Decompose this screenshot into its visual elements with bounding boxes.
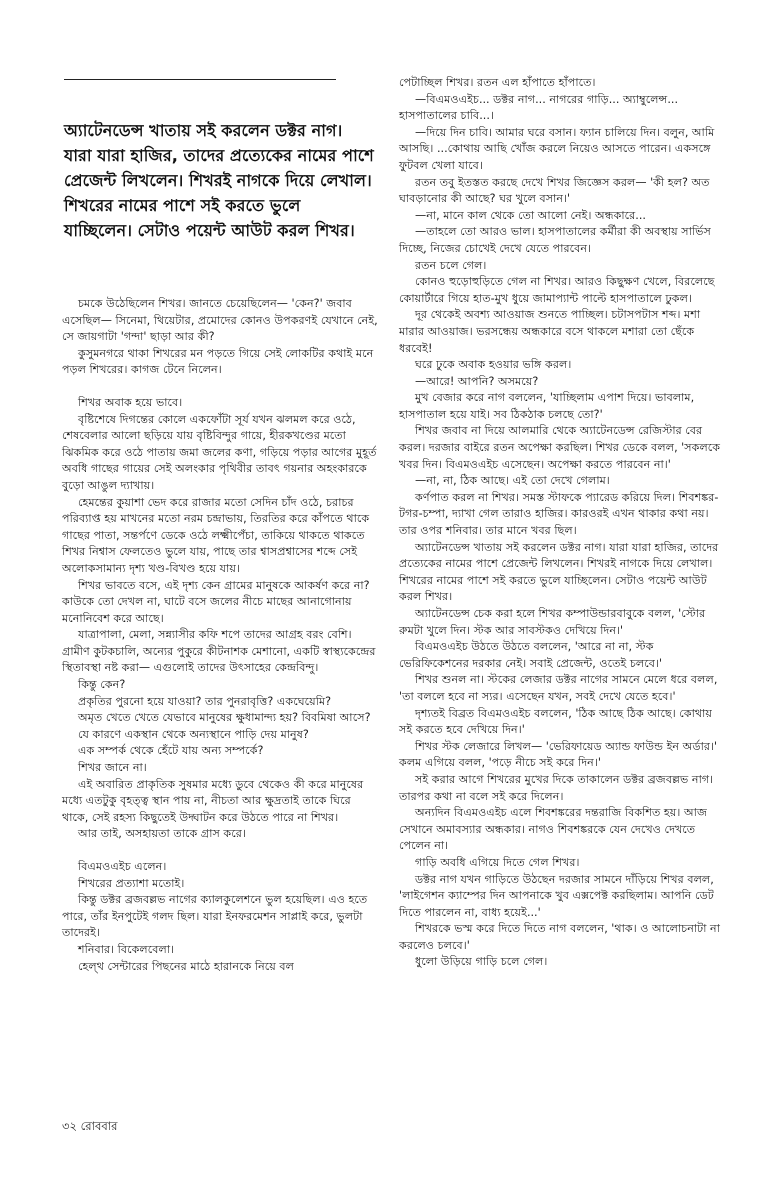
paragraph: —দিয়ে দিন চাবি। আমার ঘরে বসান। ফ্যান চালিয়ে দিন। বলুন, আমি আসছি। ...কোথায় আছি খোঁজ করলে নিয়েও আসতে পারেন। একসঙ্গে ফুটবল খেলা যাবে। bbox=[399, 125, 715, 172]
paragraph: শিখর শুনল না। স্টকের লেজার ডক্টর নাগের সামনে মেলে ধরে বলল, 'তা বললে হবে না স্যর। এসেছেন যখন, সবই দেখে যেতে হবে।' bbox=[399, 673, 718, 703]
left-column bbox=[62, 296, 380, 975]
magazine-name: রোববার bbox=[80, 1119, 118, 1133]
paragraph: দৃশ্যতই বিব্রত বিএমওএইচ বললেন, 'ঠিক আছে ঠিক আছে। কোথায় সই করতে হবে দেখিয়ে দিন।' bbox=[399, 706, 712, 737]
paragraph: শিখর জানে না। bbox=[78, 761, 147, 775]
page-footer bbox=[62, 1118, 117, 1137]
paragraph: শিখর জবাব না দিয়ে আলমারি থেকে অ্যাটেনডেন্স রেজিস্টার বের করল। দরজার বাইরে রতন অপেক্ষা করছিল। শিখর ডেকে বলল, 'সকলকে খবর দিন। বিএমওএইচ এসেছেন। অপেক্ষা করতে পারবেন না।' bbox=[399, 424, 721, 471]
paragraph: —বিএমওএইচ... ডক্টর নাগ... নাগরের গাড়ি... অ্যাম্বুলেন্স... হাসপাতালের চাবি...। bbox=[399, 92, 679, 123]
paragraph: —আরে! আপনি? অসময়ে? bbox=[415, 374, 539, 388]
paragraph: শিখর স্টক লেজারে লিখল— 'ভেরিফায়েড অ্যান্ড ফাউন্ড ইন অর্ডার।' কলম এগিয়ে বলল, 'পড়ে নীচে সই করে দিন।' bbox=[399, 739, 718, 770]
paragraph: মুখ বেজার করে নাগ বললেন, 'যাচ্ছিলাম এপাশ দিয়ে। ভাবলাম, হাসপাতাল হয়ে যাই। সব ঠিকঠাক চলছে তো?' bbox=[399, 391, 695, 421]
pull-quote: অ্যাটেনডেন্স খাতায় সই করলেন ডক্টর নাগ। যারা যারা হাজির, তাদের প্রত্যেকের নামের পাশে প্রেজেন্ট লিখলেন। শিখরই নাগকে দিয়ে লেখাল। শিখরের নামের পাশে সই করতে ভুলে যাচ্ছিলেন। সেটাও পয়েন্ট আউট করল শিখর। bbox=[64, 121, 374, 240]
paragraph: রতন চলে গেল। bbox=[415, 258, 487, 272]
paragraph: সই করার আগে শিখরের মুখের দিকে তাকালেন ডক্টর ব্রজবল্লভ নাগ। তারপর কথা না বলে সই করে দিলেন। bbox=[399, 772, 714, 803]
paragraph: পেটাচ্ছিল শিখর। রতন এল হাঁপাতে হাঁপাতে। bbox=[399, 76, 596, 89]
paragraph: —না, মানে কাল থেকে তো আলো নেই। অন্ধকারে... bbox=[415, 208, 646, 222]
paragraph: রতন তবু ইতস্তত করছে দেখে শিখর জিজ্ঞেস করল— 'কী হল? অত ঘাবড়ানোর কী আছে? ঘর খুলে বসান।' bbox=[399, 175, 710, 206]
paragraph: যে কারণে একস্থান থেকে অন্যস্থানে পাড়ি দেয় মানুষ? bbox=[78, 727, 309, 741]
paragraph: দূর থেকেই অবশ্য আওয়াজ শুনতে পাচ্ছিল। চটাসপটাস শব্দ। মশা মারার আওয়াজ। ভরসন্ধেয় অন্ধকারে বসে থাকলে মশারা তো ছেঁকে ধরবেই! bbox=[399, 308, 701, 355]
paragraph: অন্যদিন বিএমওএইচ এলে শিবশঙ্করের দন্তরাজি বিকশিত হয়। আজ সেখানে অমাবস্যার অন্ধকার। নাগও শিবশঙ্করকে যেন দেখেও দেখতে পেলেন না। bbox=[399, 806, 708, 853]
paragraph: ডক্টর নাগ যখন গাড়িতে উঠছেন দরজার সামনে দাঁড়িয়ে শিখর বলল, 'লাইগেশন ক্যাম্পের দিন আপনাকে খুব এক্সপেক্ট করছিলাম। আপনি ডেট দিতে পারলেন না, বাধ্য হয়েই...' bbox=[399, 872, 714, 919]
paragraph: চমকে উঠেছিলেন শিখর। জানতে চেয়েছিলেন— 'কেন?' জবাব এসেছিল— সিনেমা, থিয়েটার, প্রমোদের কোনও উপকরণই যেখানে নেই, সে জায়গাটা 'গন্দা' ছাড়া আর কী? bbox=[62, 297, 378, 344]
paragraph: কুসুমনগরে থাকা শিখরের মন পড়তে গিয়ে সেই লোকটির কথাই মনে পড়ল শিখরের। কাগজ টেনে নিলেন। bbox=[62, 346, 374, 377]
paragraph: গাড়ি অবধি এগিয়ে দিতে গেল শিখর। bbox=[415, 855, 580, 869]
paragraph: হেল্‌থ সেন্টারের পিছনের মাঠে হারানকে নিয়ে বল bbox=[78, 959, 294, 973]
top-rule bbox=[64, 79, 336, 80]
page-number: ৩২ bbox=[62, 1119, 77, 1133]
paragraph: ধুলো উড়িয়ে গাড়ি চলে গেল। bbox=[415, 955, 548, 969]
right-column bbox=[399, 75, 721, 971]
paragraph: কর্ণপাত করল না শিখর। সমস্ত স্টাফকে প্যারেড করিয়ে দিল। শিবশঙ্কর-টগর-চম্পা, দ্যাখা গেল তারাও হাজির। কারওরই এখন থাকার কথা নয়। তার ওপর শনিবার। তার মানে খবর ছিল। bbox=[399, 490, 719, 538]
paragraph: শিখরকে ভস্ম করে দিতে দিতে নাগ বললেন, 'থাক। ও আলোচনাটা না করলেও চলবে।' bbox=[399, 922, 720, 952]
paragraph: এক সম্পর্ক থেকে হেঁটে যায় অন্য সম্পর্কে? bbox=[78, 744, 264, 758]
paragraph: শিখরের প্রত্যাশা মতোই। bbox=[78, 876, 185, 890]
paragraph: —না, না, ঠিক আছে। এই তো দেখে গেলাম। bbox=[415, 474, 610, 488]
paragraph: বিএমওএইচ উঠতে উঠতে বললেন, 'আরে না না, স্টক ভেরিফিকেশনের দরকার নেই। সবাই প্রেজেন্ট, ওতেই চলবে।' bbox=[399, 640, 663, 670]
paragraph: —তাহলে তো আরও ভাল। হাসপাতালের কর্মীরা কী অবস্থায় সার্ভিস দিচ্ছে, নিজের চোখেই দেখে যেতে পারবেন। bbox=[399, 225, 711, 255]
paragraph: শিখর অবাক হয়ে ভাবে। bbox=[78, 395, 183, 409]
paragraph: অ্যাটেনডেন্স খাতায় সই করলেন ডক্টর নাগ। যারা যারা হাজির, তাদের প্রত্যেকের নামের পাশে প্রেজেন্ট লিখলেন। শিখরই নাগকে দিয়ে লেখাল। শিখরের নামের পাশে সই করতে ভুলে যাচ্ছিলেন। সেটাও পয়েন্ট আউট করল শিখর। bbox=[399, 540, 719, 604]
paragraph: বৃষ্টিশেষে দিগন্তের কোলে একফোঁটা সূর্য যখন ঝলমল করে ওঠে, শেষবেলার আলো ছড়িয়ে যায় বৃষ্টিবিন্দুর গায়ে, হীরকখণ্ডের মতো ঝিকমিক করে ওঠে পাতায় জমা জলের কণা, গড়িয়ে পড়ার আগের মুহূর্ত অবধি গাছের গায়ের সেই অলংকার পৃথিবীর তাবৎ গয়নার অহংকারকে বুড়ো আঙুল দ্যাখায়। bbox=[62, 412, 377, 492]
paragraph: এই অবারিত প্রাকৃতিক সুষমার মধ্যে ডুবে থেকেও কী করে মানুষের মধ্যে এতটুকু বৃহত্ত্ব স্থান পায় না, নীচতা আর ক্ষুদ্রতাই তাকে ঘিরে থাকে, সেই রহস্য কিছুতেই উদ্ঘাটন করে উঠতে পারে না শিখর। bbox=[62, 777, 364, 824]
paragraph: অ্যাটেনডেন্স চেক করা হলে শিখর কম্পাউন্ডারবাবুকে বলল, 'স্টোর রুমটা খুলে দিন। স্টক আর সাবস্টকও দেখিয়ে দিন।' bbox=[399, 607, 706, 637]
paragraph: যাত্রাপালা, মেলা, সন্ন্যাসীর কফি শপে তাদের আগ্রহ বরং বেশি। গ্রামীণ কুটকচালি, অন্যের পুকুরে কীটনাশক মেশানো, একটি স্বাস্থ্যকেন্দ্রের স্থিতাবস্থা নষ্ট করা— এগুলোই তাদের উৎসাহের কেন্দ্রবিন্দু। bbox=[62, 628, 376, 675]
paragraph: শিখর ভাবতে বসে, এই দৃশ্য কেন গ্রামের মানুষকে আকর্ষণ করে না? কাউকে তো দেখল না, ঘাটে বসে জলের নীচে মাছের আনাগোনায় মনোনিবেশ করে আছে। bbox=[62, 578, 370, 625]
paragraph: অমৃত খেতে খেতে যেভাবে মানুষের ক্ষুধামান্দ্য হয়? বিবমিষা আসে? bbox=[78, 711, 371, 725]
paragraph: কিন্তু ডক্টর ব্রজবল্লভ নাগের ক্যালকুলেশনে ভুল হয়েছিল। এও হতে পারে, তাঁর ইনপুটেই গলদ ছিল। যারা ইনফরমেশন সাপ্লাই করে, ভুলটা তাদেরই। bbox=[62, 893, 368, 940]
paragraph: শনিবার। বিকেলবেলা। bbox=[78, 942, 175, 956]
paragraph: আর তাই, অসহায়তা তাকে গ্রাস করে। bbox=[78, 827, 246, 841]
paragraph: কোনও হুড়োহুড়িতে গেল না শিখর। আরও কিছুক্ষণ খেলে, বিরলেছে কোয়ার্টারে গিয়ে হাত-মুখ ধুয়ে জামাপ্যান্ট পাল্টে হাসপাতালে ঢুকল। bbox=[399, 275, 715, 305]
paragraph: কিন্তু কেন? bbox=[78, 678, 126, 692]
paragraph: বিএমওএইচ এলেন। bbox=[78, 860, 167, 873]
paragraph: হেমন্তের কুয়াশা ভেদ করে রাজার মতো সেদিন চাঁদ ওঠে, চরাচর পরিব্যাপ্ত হয় মাখনের মতো নরম চন্দ্রাভায়, তিরতির করে কাঁপতে থাকে গাছের পাতা, সন্তর্পণে ডেকে ওঠে লক্ষ্মীপেঁচা, তাকিয়ে থাকতে থাকতে শিখর নিশ্বাস ফেলতেও ভুলে যায়, পাছে তার শ্বাসপ্রশ্বাসের শব্দে সেই অলোকসামান্য দৃশ্য খণ্ড-বিখণ্ড হয়ে যায়। bbox=[62, 495, 370, 575]
paragraph: প্রকৃতির পুরনো হয়ে যাওয়া? তার পুনরাবৃত্তি? একঘেয়েমি? bbox=[78, 694, 332, 708]
paragraph: ঘরে ঢুকে অবাক হওয়ার ভঙ্গি করল। bbox=[415, 358, 572, 372]
